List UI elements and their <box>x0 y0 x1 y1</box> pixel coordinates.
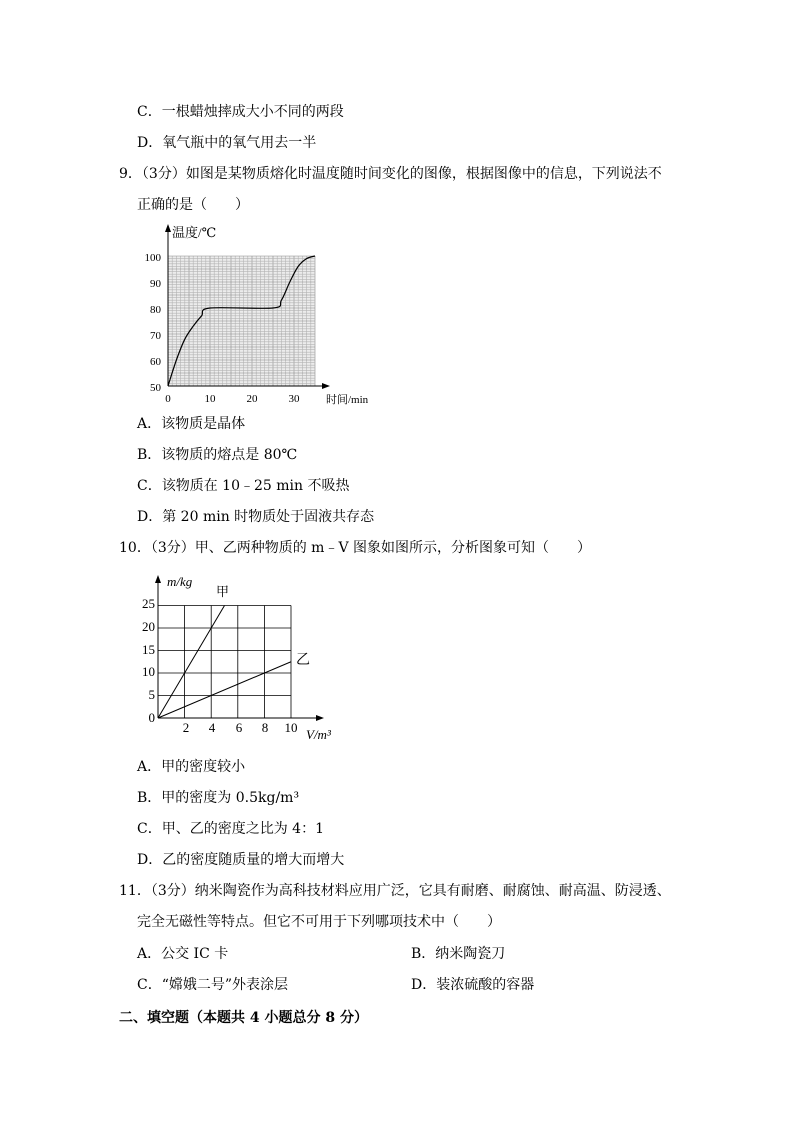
q10-ytick-15: 15 <box>142 642 155 657</box>
q10-ytick-10: 10 <box>142 664 155 679</box>
q10-y-axis-label: m/kg <box>167 574 193 589</box>
q9-xtick-30: 30 <box>288 393 300 405</box>
q11-option-d: D．装浓硫酸的容器 <box>411 977 535 993</box>
q10-line-jia <box>158 606 225 719</box>
q10-option-a: A．甲的密度较小 <box>137 759 246 775</box>
q9-option-b: B．该物质的熔点是 80℃ <box>137 447 298 463</box>
q9-option-d: D．第 20 min 时物质处于固液共存态 <box>137 509 375 525</box>
q10-axes <box>155 575 324 721</box>
q10-stem: 10．（3分）甲、乙两种物质的 m﹣V 图象如图所示，分析图象可知（ ） <box>119 540 592 556</box>
q10-xtick-4: 4 <box>208 720 216 735</box>
q11-stem-line2: 完全无磁性等特点。但它不可用于下列哪项技术中（ ） <box>137 914 501 930</box>
q10-grid <box>158 606 291 719</box>
q10-x-axis-label: V/m³ <box>306 727 331 742</box>
q10-mass-volume-chart <box>140 570 350 750</box>
q9-ytick-80: 80 <box>150 304 161 316</box>
q11-option-c: C．“嫦娥二号”外表涂层 <box>137 977 289 993</box>
q8-option-c: C．一根蜡烛摔成大小不同的两段 <box>137 104 344 120</box>
q9-y-axis-label: 温度/℃ <box>172 225 217 240</box>
q9-xtick-0: 0 <box>165 393 171 405</box>
q10-xtick-8: 8 <box>261 720 269 735</box>
q9-xtick-10: 10 <box>204 393 216 405</box>
q9-ytick-100: 100 <box>144 252 161 264</box>
q10-option-c: C．甲、乙的密度之比为 4：1 <box>137 821 324 837</box>
q9-ytick-50: 50 <box>150 382 161 394</box>
q10-ytick-20: 20 <box>142 619 155 634</box>
q9-stem-line2: 正确的是（ ） <box>137 197 249 213</box>
q9-temperature-chart <box>130 222 390 410</box>
q9-xtick-20: 20 <box>246 393 258 405</box>
q10-option-b: B．甲的密度为 0.5kg/m³ <box>137 790 300 806</box>
q9-x-axis-label: 时间/min <box>326 394 369 406</box>
q8-option-d: D．氧气瓶中的氧气用去一半 <box>137 135 317 151</box>
q10-xtick-6: 6 <box>235 720 243 735</box>
q9-ytick-90: 90 <box>150 278 161 290</box>
q10-ytick-5: 5 <box>148 687 155 702</box>
q10-line-yi <box>158 662 291 718</box>
q9-option-a: A．该物质是晶体 <box>137 416 246 432</box>
q9-ytick-70: 70 <box>150 330 161 342</box>
q10-ytick-25: 25 <box>142 596 155 611</box>
q10-xtick-2: 2 <box>182 720 190 735</box>
q10-ytick-0: 0 <box>148 710 155 725</box>
q10-xtick-10: 10 <box>284 720 298 735</box>
q10-label-jia: 甲 <box>216 584 230 599</box>
section-2-title: 二、填空题（本题共 4 小题总分 8 分） <box>119 1010 368 1026</box>
q11-option-b: B．纳米陶瓷刀 <box>411 946 506 962</box>
q9-option-c: C．该物质在 10﹣25 min 不吸热 <box>137 478 350 494</box>
q10-option-d: D．乙的密度随质量的增大而增大 <box>137 852 345 868</box>
q11-stem-line1: 11．（3分）纳米陶瓷作为高科技材料应用广泛，它具有耐磨、耐腐蚀、耐高温、防浸透、 <box>119 883 671 899</box>
q9-stem-line1: 9．（3分）如图是某物质熔化时温度随时间变化的图像，根据图像中的信息，下列说法不 <box>119 166 662 182</box>
q10-label-yi: 乙 <box>296 653 310 668</box>
q9-ytick-60: 60 <box>150 356 161 368</box>
q11-option-a: A．公交 IC 卡 <box>137 946 229 962</box>
